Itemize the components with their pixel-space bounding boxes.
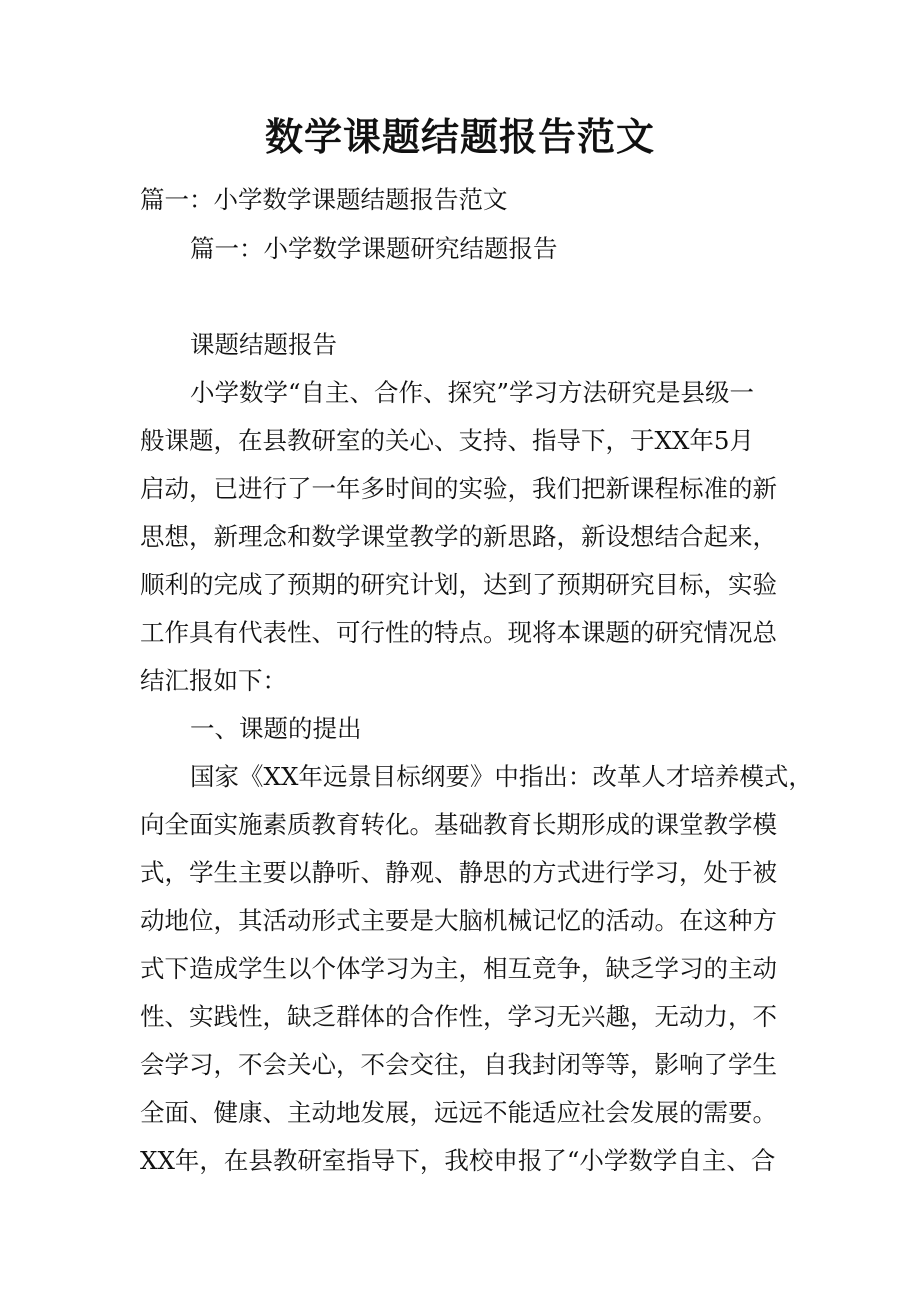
section-heading: 篇一：小学数学课题结题报告范文: [140, 185, 508, 214]
paragraph-line: 启动，已进行了一年多时间的实验，我们把新课程标准的新: [140, 474, 777, 503]
section-heading-1: 一、课题的提出: [190, 714, 362, 743]
paragraph-line: 顺利的完成了预期的研究计划，达到了预期研究目标，实验: [140, 570, 777, 599]
paragraph-line: 思想，新理念和数学课堂教学的新思路，新设想结合起来，: [140, 522, 777, 551]
paragraph-line: 结汇报如下：: [140, 666, 287, 695]
paragraph-line: 向全面实施素质教育转化。基础教育长期形成的课堂教学模: [140, 810, 777, 839]
paragraph-line: 工作具有代表性、可行性的特点。现将本课题的研究情况总: [140, 618, 777, 647]
document-title: 数学课题结题报告范文: [264, 114, 655, 159]
paragraph-line: 般课题，在县教研室的关心、支持、指导下，于XX年5月: [140, 426, 754, 455]
subsection-heading: 篇一：小学数学课题研究结题报告: [190, 234, 558, 263]
paragraph-line: 式下造成学生以个体学习为主，相互竞争，缺乏学习的主动: [140, 954, 777, 983]
paragraph-line: 式，学生主要以静听、静观、静思的方式进行学习，处于被: [140, 858, 777, 887]
paragraph-line: 动地位，其活动形式主要是大脑机械记忆的活动。在这种方: [140, 906, 777, 935]
report-heading: 课题结题报告: [190, 330, 337, 359]
paragraph-line: XX年，在县教研室指导下，我校申报了“小学数学自主、合: [140, 1146, 776, 1175]
paragraph-line: 性、实践性，缺乏群体的合作性，学习无兴趣，无动力，不: [140, 1002, 777, 1031]
paragraph-line: 国家《XX年远景目标纲要》中指出：改革人才培养模式，: [190, 762, 813, 791]
paragraph-line: 全面、健康、主动地发展，远远不能适应社会发展的需要。: [140, 1098, 777, 1127]
paragraph-line: 会学习，不会关心，不会交往，自我封闭等等，影响了学生: [140, 1050, 777, 1079]
paragraph-line: 小学数学“自主、合作、探究”学习方法研究是县级一: [190, 378, 755, 407]
